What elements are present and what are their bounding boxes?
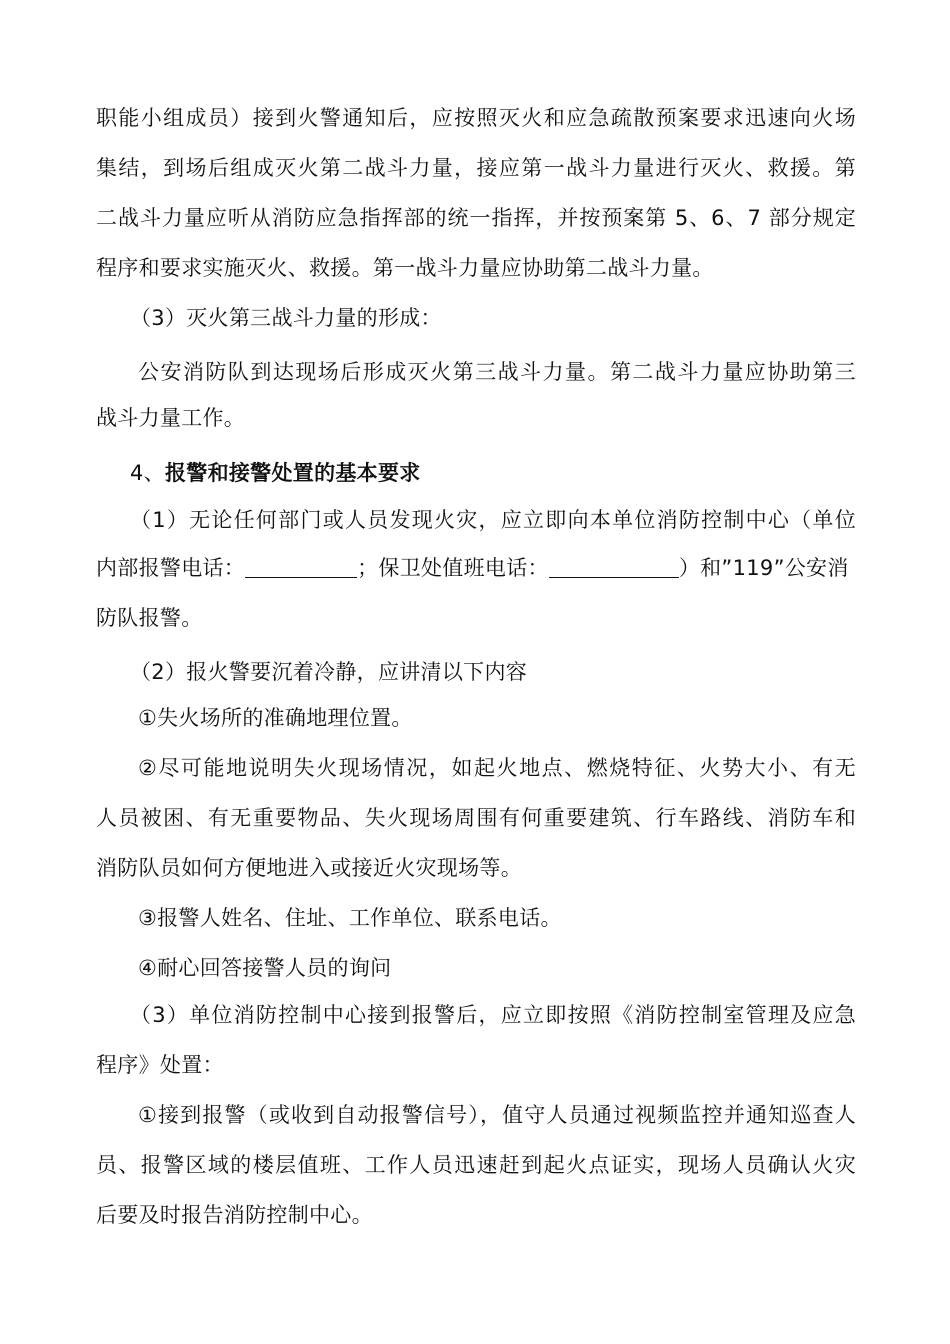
section-number: 4、 xyxy=(130,461,165,485)
paragraph-line: 集结，到场后组成灭火第二战斗力量，接应第一战斗力量进行灭火、救援。第 xyxy=(96,156,856,180)
paragraph-line: 人员被困、有无重要物品、失火现场周围有何重要建筑、行车路线、消防车和 xyxy=(96,806,856,830)
list-item: ④耐心回答接警人员的询问 xyxy=(138,956,392,980)
paragraph-line: 后要及时报告消防控制中心。 xyxy=(96,1203,373,1227)
text-segment: 内部报警电话： xyxy=(96,556,246,580)
text-segment: ）和”119”公安消 xyxy=(678,556,849,580)
phone-blank-internal xyxy=(245,553,357,578)
paragraph-line: 职能小组成员）接到火警通知后，应按照灭火和应急疏散预案要求迅速向火场 xyxy=(96,106,856,130)
paragraph-line: 战斗力量工作。 xyxy=(96,406,246,430)
paragraph-line: （1）无论任何部门或人员发现火灾，应立即向本单位消防控制中心（单位 xyxy=(130,508,856,532)
subheading-3b: （3）单位消防控制中心接到报警后，应立即按照《消防控制室管理及应急 xyxy=(130,1003,856,1027)
subheading-2: （2）报火警要沉着冷静，应讲清以下内容 xyxy=(130,660,528,684)
section-heading xyxy=(130,458,730,488)
paragraph-line: 公安消防队到达现场后形成灭火第三战斗力量。第二战斗力量应协助第三 xyxy=(138,360,856,384)
text-segment: ；保卫处值班电话： xyxy=(357,556,549,580)
paragraph-line: 程序和要求实施灭火、救援。第一战斗力量应协助第二战斗力量。 xyxy=(96,256,714,280)
list-item: ②尽可能地说明失火现场情况，如起火地点、燃烧特征、火势大小、有无 xyxy=(138,756,856,780)
section-title: 报警和接警处置的基本要求 xyxy=(164,461,421,485)
paragraph-line: 二战斗力量应听从消防应急指挥部的统一指挥，并按预案第 5、6、7 部分规定 xyxy=(96,206,856,230)
list-item: ①接到报警（或收到自动报警信号），值守人员通过视频监控并通知巡查人 xyxy=(138,1103,856,1127)
paragraph-line: 员、报警区域的楼层值班、工作人员迅速赶到起火点证实，现场人员确认火灾 xyxy=(96,1153,856,1177)
paragraph-line: 程序》处置： xyxy=(96,1053,224,1077)
paragraph-line: 防队报警。 xyxy=(96,606,203,630)
phone-blank-security xyxy=(549,553,679,578)
list-item: ③报警人姓名、住址、工作单位、联系电话。 xyxy=(138,906,562,930)
paragraph-line-with-blanks xyxy=(96,553,856,583)
list-item: ①失火场所的准确地理位置。 xyxy=(138,706,413,730)
subheading-3: （3）灭火第三战斗力量的形成： xyxy=(130,306,442,330)
paragraph-line: 消防队员如何方便地进入或接近火灾现场等。 xyxy=(96,856,522,880)
